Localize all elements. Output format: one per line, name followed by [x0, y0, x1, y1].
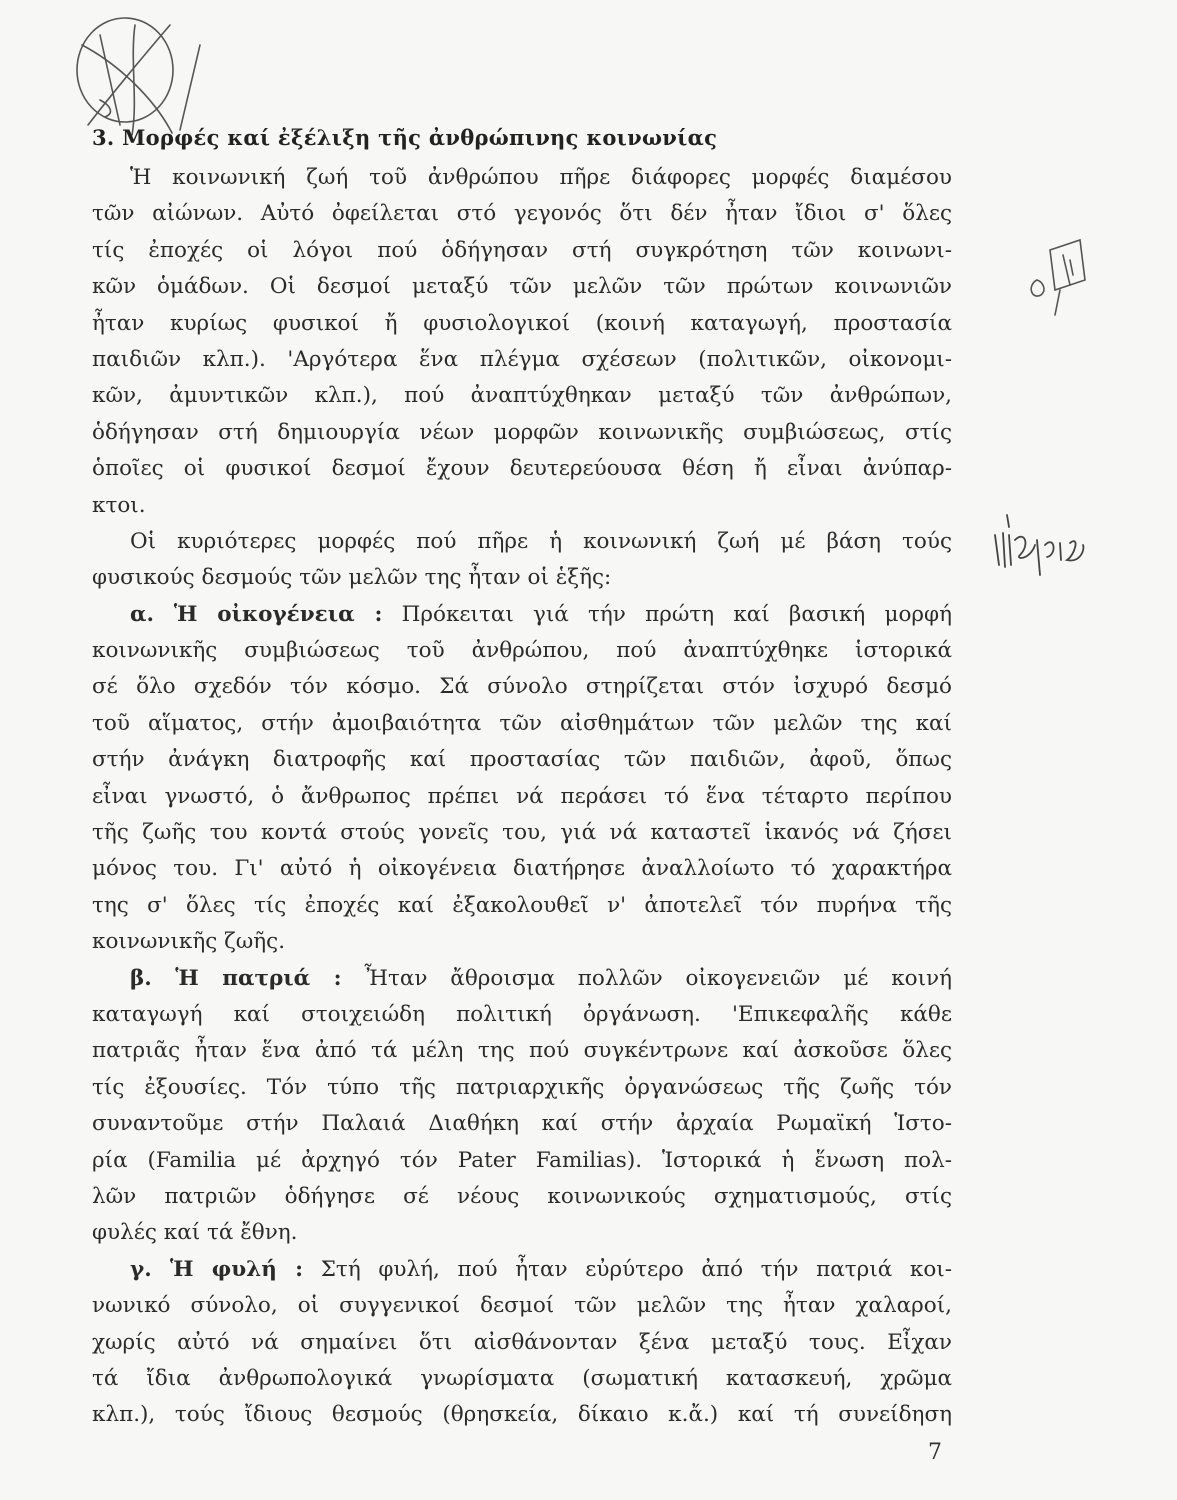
line-text: Πρόκειται γιά τήν πρώτη καί βασική μορφή: [382, 601, 952, 627]
text-line: [92, 451, 952, 487]
line-text: τά ἴδια ἀνθρωπολογικά γνωρίσματα (σωματική κατασκευή, χρῶμα: [92, 1365, 952, 1391]
text-line: [92, 1397, 952, 1433]
text-line: [92, 524, 952, 560]
line-text: της σ' ὅλες τίς ἐποχές καί ἐξακολουθεῖ ν' ἀποτελεῖ τόν πυρήνα τῆς: [92, 892, 952, 918]
line-text: ρία (Familia μέ ἀρχηγό τόν Pater Familias). Ἱστορικά ἡ ἕνωση πολ-: [92, 1147, 952, 1173]
page-number: 7: [928, 1440, 942, 1465]
line-text: κῶν ὁμάδων. Οἱ δεσμοί μεταξύ τῶν μελῶν τῶν πρώτων κοινωνιῶν: [92, 274, 952, 300]
line-text: Ἦταν ἄθροισμα πολλῶν οἰκογενειῶν μέ κοινή: [341, 965, 952, 991]
line-text: τῶν αἰώνων. Αὐτό ὀφείλεται στό γεγονός ὅτι δέν ἦταν ἴδιοι σ' ὅλες: [92, 201, 952, 227]
text-line: [92, 1288, 952, 1324]
line-text: μόνος του. Γι' αὐτό ἡ οἰκογένεια διατήρησε ἀναλλοίωτο τό χαρακτήρα: [92, 856, 952, 882]
line-text: νωνικό σύνολο, οἱ συγγενικοί δεσμοί τῶν μελῶν της ἦταν χαλαροί,: [92, 1293, 952, 1319]
line-text: Οἱ κυριότερες μορφές πού πῆρε ἡ κοινωνική ζωή μέ βάση τούς: [130, 528, 952, 554]
line-text: τίς ἐποχές οἱ λόγοι πού ὁδήγησαν στή συγκρότηση τῶν κοινωνι-: [92, 237, 952, 263]
line-text: στήν ἀνάγκη διατροφῆς καί προστασίας τῶν παιδιῶν, ἀφοῦ, ὅπως: [92, 747, 952, 773]
line-text: κοινωνικῆς συμβιώσεως τοῦ ἀνθρώπου, πού ἀναπτύχθηκε ἱστορικά: [92, 638, 952, 664]
line-text: σέ ὅλο σχεδόν τόν κόσμο. Σά σύνολο στηρίζεται στόν ἰσχυρό δεσμό: [92, 674, 952, 700]
text-line: [92, 196, 952, 232]
line-text: κοινωνικῆς ζωῆς.: [92, 929, 286, 955]
line-text: φυσικούς δεσμούς τῶν μελῶν της ἦταν οἱ ἑξῆς:: [92, 565, 612, 591]
text-line: [92, 1070, 952, 1106]
text-line: [92, 269, 952, 305]
text-line: [92, 633, 952, 669]
subsection-title: α. Ἡ οἰκογένεια :: [130, 601, 383, 627]
handwritten-mark-right: [1025, 230, 1095, 320]
text-line: [92, 851, 952, 887]
line-text: ὁποῖες οἱ φυσικοί δεσμοί ἔχουν δευτερεύουσα θέση ἤ εἶναι ἀνύπαρ-: [92, 456, 952, 482]
text-line: [92, 597, 952, 633]
text-line: [92, 378, 952, 414]
text-line: [92, 1106, 952, 1142]
text-line: [92, 1252, 952, 1288]
line-text: λῶν πατριῶν ὁδήγησε σέ νέους κοινωνικούς σχηματισμούς, στίς: [92, 1183, 952, 1209]
text-line: [92, 488, 952, 524]
subsection-title: γ. Ἡ φυλή :: [130, 1256, 304, 1282]
line-text: ἦταν κυρίως φυσικοί ἤ φυσιολογικοί (κοινή καταγωγή, προστασία: [92, 310, 952, 336]
line-text: συναντοῦμε στήν Παλαιά Διαθήκη καί στήν ἀρχαία Ρωμαϊκή Ἱστο-: [92, 1111, 952, 1137]
text-line: [92, 160, 952, 196]
text-line: [92, 1143, 952, 1179]
line-text: τοῦ αἵματος, στήν ἀμοιβαιότητα τῶν αἰσθημάτων τῶν μελῶν της καί: [92, 710, 952, 736]
text-line: [92, 1361, 952, 1397]
text-line: [92, 997, 952, 1033]
text-line: [92, 560, 952, 596]
text-line: [92, 415, 952, 451]
text-line: [92, 233, 952, 269]
text-line: [92, 779, 952, 815]
line-text: φυλές καί τά ἔθνη.: [92, 1220, 298, 1246]
section-heading: 3. Μορφές καί ἐξέλιξη τῆς ἀνθρώπινης κοινωνίας: [92, 125, 718, 150]
text-line: [92, 1215, 952, 1251]
text-line: [92, 1033, 952, 1069]
text-line: [92, 306, 952, 342]
text-line: [92, 888, 952, 924]
text-line: [92, 669, 952, 705]
line-text: χωρίς αὐτό νά σημαίνει ὅτι αἰσθάνονταν ξένα μεταξύ τους. Εἶχαν: [92, 1329, 952, 1355]
line-text: κῶν, ἀμυντικῶν κλπ.), πού ἀναπτύχθηκαν μεταξύ τῶν ἀνθρώπων,: [92, 383, 952, 409]
text-line: [92, 1325, 952, 1361]
line-text: τίς ἐξουσίες. Τόν τύπο τῆς πατριαρχικῆς ὀργανώσεως τῆς ζωῆς τόν: [92, 1074, 952, 1100]
text-line: [92, 342, 952, 378]
subsection-title: β. Ἡ πατριά :: [130, 965, 342, 991]
handwritten-signature-right: [985, 505, 1095, 585]
text-line: [92, 1179, 952, 1215]
line-text: πατριᾶς ἦταν ἕνα ἀπό τά μέλη της πού συγκέντρωνε καί ἀσκοῦσε ὅλες: [92, 1038, 952, 1064]
line-text: τῆς ζωῆς του κοντά στούς γονεῖς του, γιά νά καταστεῖ ἱκανός νά ζήσει: [92, 820, 952, 846]
text-line: [92, 924, 952, 960]
line-text: Ἡ κοινωνική ζωή τοῦ ἀνθρώπου πῆρε διάφορες μορφές διαμέσου: [130, 165, 952, 190]
line-text: καταγωγή καί στοιχειώδη πολιτική ὀργάνωση. 'Επικεφαλῆς κάθε: [92, 1001, 952, 1027]
text-line: [92, 742, 952, 778]
line-text: Στή φυλή, πού ἦταν εὐρύτερο ἀπό τήν πατριά κοι-: [303, 1256, 952, 1282]
line-text: ὁδήγησαν στή δημιουργία νέων μορφῶν κοινωνικῆς συμβιώσεως, στίς: [92, 419, 952, 445]
body-text: [92, 160, 952, 1434]
line-text: κτοι.: [92, 492, 146, 518]
line-text: παιδιῶν κλπ.). 'Αργότερα ἕνα πλέγμα σχέσεων (πολιτικῶν, οἰκονομι-: [92, 346, 952, 372]
text-line: [92, 815, 952, 851]
text-line: [92, 961, 952, 997]
text-line: [92, 706, 952, 742]
line-text: εἶναι γνωστό, ὁ ἄνθρωπος πρέπει νά περάσει τό ἕνα τέταρτο περίπου: [92, 783, 952, 809]
line-text: κλπ.), τούς ἴδιους θεσμούς (θρησκεία, δίκαιο κ.ἄ.) καί τή συνείδηση: [92, 1402, 952, 1428]
